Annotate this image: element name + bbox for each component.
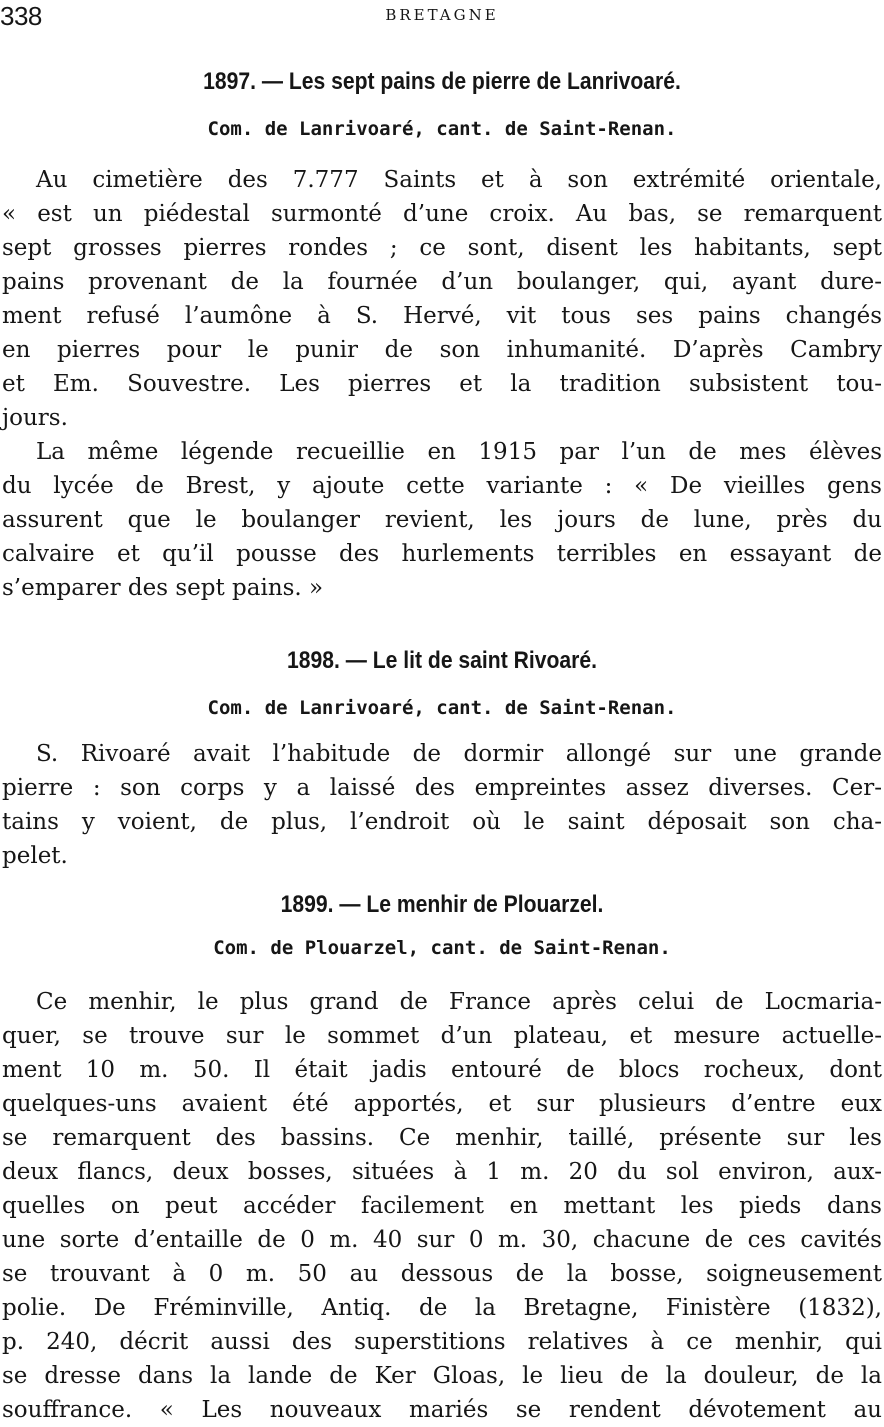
text-line: se dresse dans la lande de Ker Gloas, le lieu de la douleur, de la xyxy=(2,1363,882,1389)
paragraph-1897-b xyxy=(2,435,882,605)
text-line: Au cimetière des 7.777 Saints et à son extrémité orientale, xyxy=(36,167,882,193)
entry-heading: — Le menhir de Plouarzel. xyxy=(339,891,604,918)
text-line: ment 10 m. 50. Il était jadis entouré de blocs rocheux, dont xyxy=(2,1057,882,1083)
paragraph-1898 xyxy=(2,737,882,873)
entry-heading: — Le lit de saint Rivoaré. xyxy=(345,647,597,674)
text-line: du lycée de Brest, y ajoute cette variante : « De vieilles gens xyxy=(2,473,882,499)
text-line: quer, se trouve sur le sommet d’un plateau, et mesure actuelle- xyxy=(2,1023,882,1049)
entry-number: 1899. xyxy=(280,891,334,918)
entry-heading: — Les sept pains de pierre de Lanrivoaré. xyxy=(261,68,681,95)
commune-line-1898: Com. de Lanrivoaré, cant. de Saint-Renan. xyxy=(207,697,677,719)
text-line: ment refusé l’aumône à S. Hervé, vit tous ses pains changés xyxy=(2,303,882,329)
commune-line-1897: Com. de Lanrivoaré, cant. de Saint-Renan. xyxy=(207,118,677,140)
text-line: polie. De Fréminville, Antiq. de la Bretagne, Finistère (1832), xyxy=(2,1295,882,1321)
entry-title-1899 xyxy=(53,889,831,921)
text-line: « est un piédestal surmonté d’une croix. Au bas, se remarquent xyxy=(2,201,882,227)
text-line: p. 240, décrit aussi des superstitions relatives à ce menhir, qui xyxy=(2,1329,882,1355)
page-number: 338 xyxy=(0,1,42,31)
text-line: une sorte d’entaille de 0 m. 40 sur 0 m. 30, chacune de ces cavités xyxy=(2,1227,882,1253)
text-line: tains y voient, de plus, l’endroit où le saint déposait son cha- xyxy=(2,809,882,835)
entry-title-1897 xyxy=(53,66,831,98)
entry-number: 1898. xyxy=(287,647,340,674)
text-line: La même légende recueillie en 1915 par l’un de mes élèves xyxy=(36,439,882,465)
text-line: jours. xyxy=(2,405,68,431)
paragraph-1897-a xyxy=(2,163,882,435)
text-line: deux flancs, deux bosses, situées à 1 m. 20 du sol environ, aux- xyxy=(2,1159,882,1185)
text-line: pelet. xyxy=(2,843,68,869)
commune-line-1899: Com. de Plouarzel, cant. de Saint-Renan. xyxy=(213,937,671,959)
text-line: souffrance. « Les nouveaux mariés se rendent dévotement au xyxy=(2,1397,882,1423)
text-line: calvaire et qu’il pousse des hurlements terribles en essayant de xyxy=(2,541,882,567)
text-line: se trouvant à 0 m. 50 au dessous de la bosse, soigneusement xyxy=(2,1261,882,1287)
text-line: quelques-uns avaient été apportés, et sur plusieurs d’entre eux xyxy=(2,1091,882,1117)
entry-number: 1897. xyxy=(203,68,256,95)
text-line: en pierres pour le punir de son inhumanité. D’après Cambry xyxy=(2,337,882,363)
text-line: se remarquent des bassins. Ce menhir, taillé, présente sur les xyxy=(2,1125,882,1151)
text-line: pierre : son corps y a laissé des empreintes assez diverses. Cer- xyxy=(2,775,882,801)
paragraph-1899 xyxy=(2,985,882,1427)
text-line: et Em. Souvestre. Les pierres et la tradition subsistent tou- xyxy=(2,371,882,397)
text-line: quelles on peut accéder facilement en mettant les pieds dans xyxy=(2,1193,882,1219)
text-line: S. Rivoaré avait l’habitude de dormir allongé sur une grande xyxy=(36,741,882,767)
text-line: Ce menhir, le plus grand de France après celui de Locmaria- xyxy=(36,989,882,1015)
text-line: pains provenant de la fournée d’un boulanger, qui, ayant dure- xyxy=(2,269,882,295)
text-line: sept grosses pierres rondes ; ce sont, disent les habitants, sept xyxy=(2,235,882,261)
text-line: assurent que le boulanger revient, les jours de lune, près du xyxy=(2,507,882,533)
entry-title-1898 xyxy=(53,645,831,677)
text-line: s’emparer des sept pains. » xyxy=(2,575,324,601)
running-head: BRETAGNE xyxy=(385,6,499,24)
